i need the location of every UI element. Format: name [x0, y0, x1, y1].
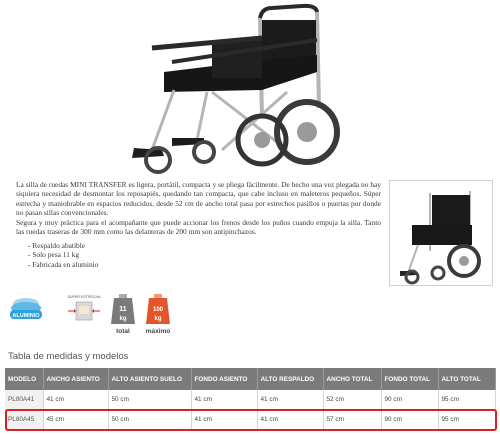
col-header-ancho-total: ANCHO TOTAL: [323, 368, 381, 390]
feature-item: - Fabricada en aluminio: [28, 260, 98, 269]
cell: 41 cm: [191, 390, 257, 410]
description-paragraph-1: La silla de ruedas MINI TRANSFER es ligera, portátil, compacta y se pliega fácilmente. De hecho una vez plegada no hay siquiera necesidad de desmontar los reposapiés, quedando tan compacta, que cabe incluso en maleteros pequeños. Súper estrecha y maniobrable en espacios reducidos, desde 52 cm de ancho total pasa por estrechos pasillos o puertas por donde no pasan sillas convencionales.: [16, 180, 381, 218]
col-header-fondo-asiento: FONDO ASIENTO: [191, 368, 257, 390]
weight-value: 11: [119, 306, 127, 313]
col-header-ancho-asiento: ANCHO ASIENTO: [43, 368, 108, 390]
max-weight-icon: [146, 294, 171, 335]
feature-icons: [8, 292, 178, 338]
aluminio-icon: [10, 298, 42, 319]
cell-modelo: PL80A41: [5, 390, 43, 410]
col-header-fondo-total: FONDO TOTAL: [381, 368, 438, 390]
col-header-alto-respaldo: ALTO RESPALDO: [257, 368, 323, 390]
cell-modelo: PL80A45: [5, 410, 43, 430]
product-description: [16, 180, 381, 236]
feature-item: - Respaldo abatible: [28, 241, 98, 250]
cell: 41 cm: [257, 410, 323, 430]
feature-list: [28, 241, 98, 269]
weight-unit: kg: [119, 316, 127, 322]
cell: 90 cm: [381, 390, 438, 410]
cell: 50 cm: [108, 390, 191, 410]
table-header-row: [5, 368, 495, 390]
description-paragraph-2: Segura y muy práctica para el acompañante que puede accionar los frenos desde los puños cuando empuja la silla. Tanto las ruedas traseras de 300 mm como las delanteras de 200 mm son antipinchazos.: [16, 217, 381, 237]
models-table: [5, 368, 496, 430]
col-header-modelo: MODELO: [5, 368, 43, 390]
table-title: Tabla de medidas y modelos: [8, 351, 129, 362]
cell: 41 cm: [257, 390, 323, 410]
weight-total-icon: [111, 294, 135, 335]
cell: 95 cm: [438, 390, 495, 410]
cell: 50 cm: [108, 410, 191, 430]
cell: 57 cm: [323, 410, 381, 430]
max-weight-unit: kg: [154, 316, 162, 322]
weight-caption: total: [116, 328, 130, 335]
wheelchair-thumbnail[interactable]: [389, 180, 493, 286]
max-weight-value: 100: [152, 307, 164, 313]
narrow-width-icon: [68, 295, 102, 320]
cell: 90 cm: [381, 410, 438, 430]
cell: 95 cm: [438, 410, 495, 430]
wheelchair-main-image: [112, 0, 362, 178]
table-row-highlighted: [5, 410, 495, 430]
cell: 52 cm: [323, 390, 381, 410]
cell: 41 cm: [191, 410, 257, 430]
feature-item: - Solo pesa 11 kg: [28, 250, 98, 259]
aluminio-label: ALUMINIO: [12, 313, 40, 319]
super-estrecha-label: SUPER ESTRECHA: [67, 295, 101, 299]
cell: 41 cm: [43, 390, 108, 410]
max-weight-caption: máximo: [145, 328, 171, 335]
cell: 45 cm: [43, 410, 108, 430]
col-header-alto-asiento-suelo: ALTO ASIENTO SUELO: [108, 368, 191, 390]
table-row: [5, 390, 495, 410]
col-header-alto-total: ALTO TOTAL: [438, 368, 495, 390]
